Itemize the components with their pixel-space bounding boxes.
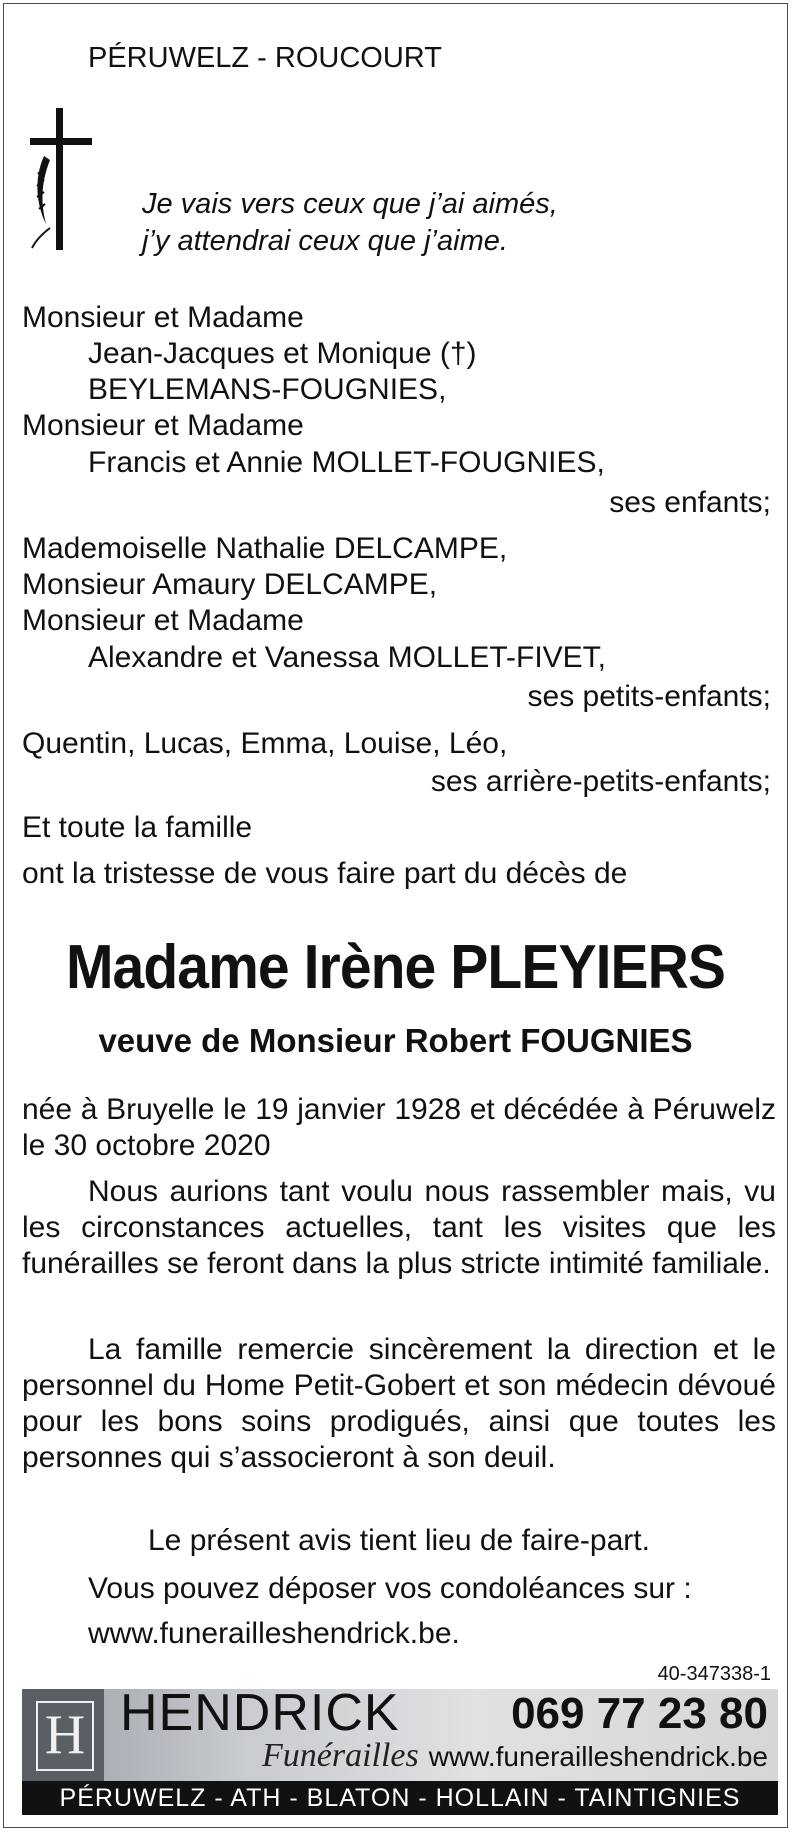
family-line: Alexandre et Vanessa MOLLET-FIVET, <box>88 641 607 674</box>
hendrick-logo <box>22 1689 104 1781</box>
logo-letter: H <box>36 1701 94 1771</box>
banner-website-link[interactable]: www.funerailleshendrick.be <box>428 1741 768 1772</box>
family-line: Monsieur Amaury DELCAMPE, <box>22 568 438 601</box>
gathering-paragraph <box>22 1174 776 1282</box>
funeral-home-banner <box>22 1689 778 1781</box>
condolences-line: Vous pouvez déposer vos condoléances sur : <box>88 1572 692 1605</box>
grandchildren-label: ses petits-enfants; <box>527 680 771 713</box>
condolences-website-link[interactable]: www.funerailleshendrick.be. <box>88 1617 460 1650</box>
locations-bar: PÉRUWELZ - ATH - BLATON - HOLLAIN - TAINTIGNIES <box>22 1781 778 1815</box>
family-line: Quentin, Lucas, Emma, Louise, Léo, <box>22 727 508 760</box>
phone-number[interactable]: 069 77 23 80 <box>511 1689 768 1738</box>
cross-with-wheat-icon <box>30 108 92 250</box>
family-line: Jean-Jacques et Monique (†) <box>88 337 477 370</box>
family-line: ont la tristesse de vous faire part du décès de <box>22 857 628 890</box>
family-line: Mademoiselle Nathalie DELCAMPE, <box>22 532 508 565</box>
deceased-name: Madame Irène PLEYIERS <box>65 933 726 1002</box>
brand-name: HENDRICK <box>120 1689 400 1742</box>
quote-line-1: Je vais vers ceux que j’ai aimés, <box>142 188 558 220</box>
epitaph-quote <box>142 186 558 260</box>
greatgrandchildren-label: ses arrière-petits-enfants; <box>430 765 771 798</box>
family-line: Francis et Annie MOLLET-FOUGNIES, <box>88 446 605 479</box>
location-header: PÉRUWELZ - ROUCOURT <box>88 42 442 74</box>
obituary-notice <box>3 3 788 1828</box>
notice-line: Le présent avis tient lieu de faire-part. <box>148 1524 650 1557</box>
family-line: Monsieur et Madame <box>22 409 304 442</box>
children-label: ses enfants; <box>609 486 771 519</box>
reference-number: 40-347338-1 <box>657 1663 771 1685</box>
thanks-text: La famille remercie sincèrement la direction et le personnel du Home Petit-Gobert et son médecin dévoué pour les bons soins prodigués, ainsi que toutes les personnes qui s’associeront à son deuil. <box>22 1333 776 1474</box>
thanks-paragraph <box>22 1332 776 1476</box>
widow-of: veuve de Monsieur Robert FOUGNIES <box>98 1022 693 1059</box>
family-line: Et toute la famille <box>22 811 253 844</box>
family-line: BEYLEMANS-FOUGNIES, <box>88 373 447 406</box>
family-line: Monsieur et Madame <box>22 604 304 637</box>
quote-line-2: j’y attendrai ceux que j’aime. <box>142 225 508 257</box>
brand-subtitle: Funérailles <box>262 1737 419 1774</box>
birth-death-paragraph: née à Bruyelle le 19 janvier 1928 et décédée à Péruwelz le 30 octobre 2020 <box>22 1093 776 1162</box>
gathering-text: Nous aurions tant voulu nous rassembler mais, vu les circonstances actuelles, tant les visites que les funérailles se feront dans la plus stricte intimité familiale. <box>22 1175 776 1280</box>
family-line: Monsieur et Madame <box>22 301 304 334</box>
